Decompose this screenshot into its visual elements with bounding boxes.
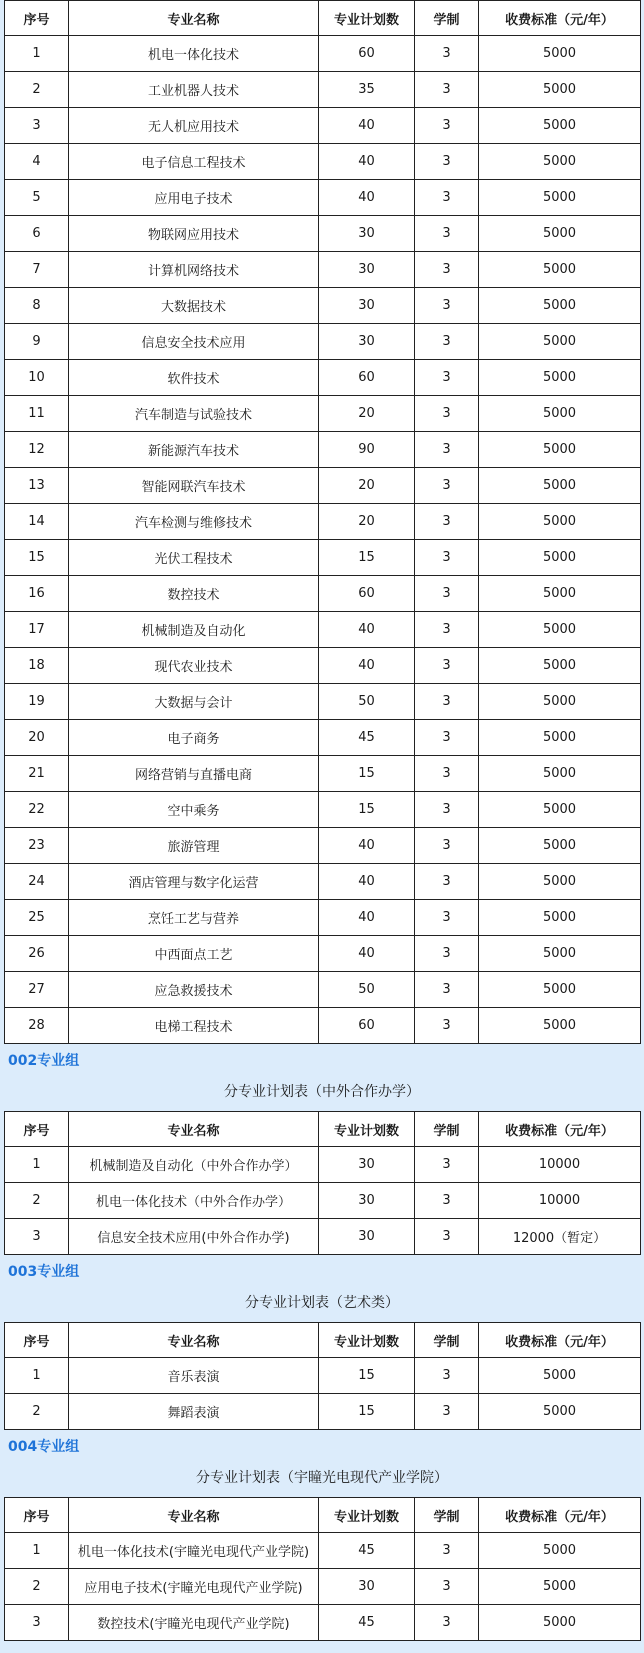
table-row (5, 1147, 641, 1183)
cell-duration: 3 (415, 396, 479, 432)
cell-tuition: 5000 (479, 900, 641, 936)
plan-table-1 (4, 0, 641, 1044)
cell-plan-count: 15 (319, 756, 415, 792)
cell-tuition: 5000 (479, 144, 641, 180)
cell-major-name: 信息安全技术应用(中外合作办学) (69, 1219, 319, 1255)
cell-tuition: 5000 (479, 1569, 641, 1605)
cell-duration: 3 (415, 1569, 479, 1605)
cell-plan-count: 30 (319, 324, 415, 360)
cell-index: 18 (5, 648, 69, 684)
cell-index: 6 (5, 216, 69, 252)
cell-plan-count: 40 (319, 864, 415, 900)
cell-duration: 3 (415, 1008, 479, 1044)
cell-major-name: 机械制造及自动化（中外合作办学） (69, 1147, 319, 1183)
cell-tuition: 5000 (479, 108, 641, 144)
cell-plan-count: 40 (319, 108, 415, 144)
cell-index: 3 (5, 108, 69, 144)
cell-plan-count: 60 (319, 36, 415, 72)
cell-plan-count: 30 (319, 1147, 415, 1183)
cell-duration: 3 (415, 1358, 479, 1394)
header-index: 序号 (5, 1323, 69, 1358)
cell-major-name: 汽车检测与维修技术 (69, 504, 319, 540)
cell-major-name: 软件技术 (69, 360, 319, 396)
cell-tuition: 5000 (479, 1605, 641, 1641)
cell-plan-count: 40 (319, 936, 415, 972)
cell-major-name: 机电一体化技术(宇瞳光电现代产业学院) (69, 1533, 319, 1569)
group-title-003: 分专业计划表（艺术类） (245, 1295, 399, 1311)
cell-index: 1 (5, 1533, 69, 1569)
cell-tuition: 5000 (479, 216, 641, 252)
cell-tuition: 5000 (479, 792, 641, 828)
cell-major-name: 工业机器人技术 (69, 72, 319, 108)
cell-index: 2 (5, 1183, 69, 1219)
cell-index: 9 (5, 324, 69, 360)
cell-tuition: 10000 (479, 1183, 641, 1219)
table-row (5, 756, 641, 792)
cell-tuition: 12000（暂定） (479, 1219, 641, 1255)
cell-plan-count: 30 (319, 1569, 415, 1605)
table-row (5, 576, 641, 612)
table-row (5, 1394, 641, 1430)
cell-duration: 3 (415, 864, 479, 900)
cell-duration: 3 (415, 900, 479, 936)
cell-major-name: 机械制造及自动化 (69, 612, 319, 648)
table-row (5, 1219, 641, 1255)
cell-duration: 3 (415, 432, 479, 468)
header-plan-count: 专业计划数 (319, 1498, 415, 1533)
cell-major-name: 光伏工程技术 (69, 540, 319, 576)
cell-index: 11 (5, 396, 69, 432)
cell-index: 17 (5, 612, 69, 648)
cell-index: 2 (5, 72, 69, 108)
cell-tuition: 5000 (479, 432, 641, 468)
cell-plan-count: 15 (319, 1394, 415, 1430)
cell-tuition: 5000 (479, 828, 641, 864)
cell-duration: 3 (415, 720, 479, 756)
cell-plan-count: 20 (319, 468, 415, 504)
cell-plan-count: 40 (319, 900, 415, 936)
cell-duration: 3 (415, 576, 479, 612)
header-major-name: 专业名称 (69, 1498, 319, 1533)
cell-major-name: 电子商务 (69, 720, 319, 756)
cell-tuition: 5000 (479, 720, 641, 756)
header-duration: 学制 (415, 1112, 479, 1147)
group-title-004: 分专业计划表（宇瞳光电现代产业学院） (196, 1470, 448, 1486)
cell-plan-count: 20 (319, 396, 415, 432)
header-duration: 学制 (415, 1498, 479, 1533)
table-row (5, 972, 641, 1008)
cell-major-name: 新能源汽车技术 (69, 432, 319, 468)
group-title-002: 分专业计划表（中外合作办学） (224, 1084, 420, 1100)
table-row (5, 720, 641, 756)
cell-major-name: 应用电子技术 (69, 180, 319, 216)
cell-tuition: 5000 (479, 648, 641, 684)
cell-plan-count: 60 (319, 576, 415, 612)
cell-duration: 3 (415, 612, 479, 648)
cell-tuition: 5000 (479, 324, 641, 360)
cell-duration: 3 (415, 1533, 479, 1569)
header-duration: 学制 (415, 1323, 479, 1358)
header-duration: 学制 (415, 1, 479, 36)
cell-index: 25 (5, 900, 69, 936)
cell-tuition: 5000 (479, 972, 641, 1008)
table-row (5, 612, 641, 648)
header-index: 序号 (5, 1112, 69, 1147)
cell-duration: 3 (415, 36, 479, 72)
cell-index: 2 (5, 1569, 69, 1605)
table-body (5, 36, 641, 1044)
cell-duration: 3 (415, 360, 479, 396)
table-row (5, 180, 641, 216)
cell-plan-count: 30 (319, 252, 415, 288)
group-label-004: 004专业组 (8, 1439, 80, 1455)
cell-index: 1 (5, 1358, 69, 1394)
cell-index: 3 (5, 1219, 69, 1255)
cell-plan-count: 20 (319, 504, 415, 540)
cell-major-name: 音乐表演 (69, 1358, 319, 1394)
cell-index: 19 (5, 684, 69, 720)
cell-plan-count: 40 (319, 144, 415, 180)
table-row (5, 1183, 641, 1219)
table-row (5, 108, 641, 144)
cell-duration: 3 (415, 72, 479, 108)
cell-plan-count: 40 (319, 828, 415, 864)
cell-major-name: 大数据与会计 (69, 684, 319, 720)
table-header-row (5, 1112, 641, 1147)
cell-duration: 3 (415, 144, 479, 180)
cell-tuition: 5000 (479, 936, 641, 972)
cell-plan-count: 40 (319, 648, 415, 684)
cell-plan-count: 60 (319, 1008, 415, 1044)
cell-index: 27 (5, 972, 69, 1008)
table-row (5, 1358, 641, 1394)
table-row (5, 504, 641, 540)
cell-index: 26 (5, 936, 69, 972)
cell-duration: 3 (415, 180, 479, 216)
cell-tuition: 5000 (479, 1008, 641, 1044)
header-plan-count: 专业计划数 (319, 1, 415, 36)
table-row (5, 324, 641, 360)
table-row (5, 1533, 641, 1569)
table-row (5, 648, 641, 684)
header-tuition: 收费标准（元/年） (479, 1, 641, 36)
cell-major-name: 空中乘务 (69, 792, 319, 828)
cell-tuition: 5000 (479, 684, 641, 720)
cell-plan-count: 30 (319, 1219, 415, 1255)
table-row (5, 216, 641, 252)
cell-major-name: 应用电子技术(宇瞳光电现代产业学院) (69, 1569, 319, 1605)
table-row (5, 936, 641, 972)
cell-plan-count: 60 (319, 360, 415, 396)
cell-index: 12 (5, 432, 69, 468)
plan-table-002 (4, 1111, 641, 1255)
cell-major-name: 酒店管理与数字化运营 (69, 864, 319, 900)
cell-duration: 3 (415, 1605, 479, 1641)
cell-duration: 3 (415, 252, 479, 288)
table-row (5, 792, 641, 828)
table-row (5, 540, 641, 576)
cell-index: 23 (5, 828, 69, 864)
cell-major-name: 机电一体化技术 (69, 36, 319, 72)
cell-duration: 3 (415, 648, 479, 684)
cell-duration: 3 (415, 324, 479, 360)
cell-major-name: 数控技术 (69, 576, 319, 612)
header-plan-count: 专业计划数 (319, 1323, 415, 1358)
cell-tuition: 5000 (479, 72, 641, 108)
cell-tuition: 5000 (479, 288, 641, 324)
table-row (5, 900, 641, 936)
cell-tuition: 5000 (479, 864, 641, 900)
cell-index: 1 (5, 36, 69, 72)
cell-plan-count: 40 (319, 612, 415, 648)
cell-index: 21 (5, 756, 69, 792)
cell-index: 8 (5, 288, 69, 324)
table-row (5, 468, 641, 504)
table-row (5, 828, 641, 864)
cell-tuition: 5000 (479, 180, 641, 216)
cell-plan-count: 30 (319, 216, 415, 252)
table-row (5, 252, 641, 288)
table-row (5, 144, 641, 180)
cell-duration: 3 (415, 540, 479, 576)
header-plan-count: 专业计划数 (319, 1112, 415, 1147)
header-tuition: 收费标准（元/年） (479, 1498, 641, 1533)
cell-plan-count: 35 (319, 72, 415, 108)
cell-index: 3 (5, 1605, 69, 1641)
table-row (5, 684, 641, 720)
table-header-row (5, 1, 641, 36)
cell-index: 10 (5, 360, 69, 396)
table-row (5, 36, 641, 72)
cell-major-name: 应急救援技术 (69, 972, 319, 1008)
cell-plan-count: 40 (319, 180, 415, 216)
cell-plan-count: 50 (319, 684, 415, 720)
table-row (5, 396, 641, 432)
cell-tuition: 5000 (479, 36, 641, 72)
cell-major-name: 汽车制造与试验技术 (69, 396, 319, 432)
cell-duration: 3 (415, 1183, 479, 1219)
table-row (5, 1569, 641, 1605)
cell-index: 20 (5, 720, 69, 756)
cell-major-name: 网络营销与直播电商 (69, 756, 319, 792)
cell-plan-count: 45 (319, 1605, 415, 1641)
header-tuition: 收费标准（元/年） (479, 1323, 641, 1358)
cell-major-name: 物联网应用技术 (69, 216, 319, 252)
table-row (5, 288, 641, 324)
table-row (5, 360, 641, 396)
plan-table-003 (4, 1322, 641, 1430)
cell-tuition: 5000 (479, 540, 641, 576)
cell-tuition: 5000 (479, 576, 641, 612)
cell-major-name: 电子信息工程技术 (69, 144, 319, 180)
cell-index: 5 (5, 180, 69, 216)
cell-tuition: 5000 (479, 252, 641, 288)
cell-index: 4 (5, 144, 69, 180)
cell-index: 28 (5, 1008, 69, 1044)
cell-index: 13 (5, 468, 69, 504)
cell-index: 14 (5, 504, 69, 540)
cell-tuition: 5000 (479, 1394, 641, 1430)
plan-table-004 (4, 1497, 641, 1641)
cell-duration: 3 (415, 1219, 479, 1255)
cell-tuition: 5000 (479, 396, 641, 432)
header-tuition: 收费标准（元/年） (479, 1112, 641, 1147)
header-major-name: 专业名称 (69, 1112, 319, 1147)
cell-major-name: 机电一体化技术（中外合作办学） (69, 1183, 319, 1219)
cell-duration: 3 (415, 1394, 479, 1430)
cell-index: 24 (5, 864, 69, 900)
cell-index: 16 (5, 576, 69, 612)
table-row (5, 432, 641, 468)
cell-index: 7 (5, 252, 69, 288)
cell-major-name: 智能网联汽车技术 (69, 468, 319, 504)
cell-duration: 3 (415, 936, 479, 972)
group-label-002: 002专业组 (8, 1053, 80, 1069)
cell-major-name: 计算机网络技术 (69, 252, 319, 288)
cell-duration: 3 (415, 792, 479, 828)
header-index: 序号 (5, 1498, 69, 1533)
cell-duration: 3 (415, 684, 479, 720)
cell-major-name: 信息安全技术应用 (69, 324, 319, 360)
cell-plan-count: 45 (319, 1533, 415, 1569)
cell-plan-count: 50 (319, 972, 415, 1008)
cell-major-name: 中西面点工艺 (69, 936, 319, 972)
cell-major-name: 烹饪工艺与营养 (69, 900, 319, 936)
table-row (5, 72, 641, 108)
header-major-name: 专业名称 (69, 1, 319, 36)
header-index: 序号 (5, 1, 69, 36)
cell-plan-count: 45 (319, 720, 415, 756)
cell-duration: 3 (415, 468, 479, 504)
cell-major-name: 数控技术(宇瞳光电现代产业学院) (69, 1605, 319, 1641)
table-row (5, 1605, 641, 1641)
cell-index: 2 (5, 1394, 69, 1430)
table-body (5, 1358, 641, 1430)
cell-tuition: 10000 (479, 1147, 641, 1183)
cell-duration: 3 (415, 504, 479, 540)
table-body (5, 1147, 641, 1255)
header-major-name: 专业名称 (69, 1323, 319, 1358)
cell-tuition: 5000 (479, 1533, 641, 1569)
cell-duration: 3 (415, 288, 479, 324)
cell-plan-count: 90 (319, 432, 415, 468)
cell-tuition: 5000 (479, 1358, 641, 1394)
cell-major-name: 舞蹈表演 (69, 1394, 319, 1430)
cell-tuition: 5000 (479, 504, 641, 540)
cell-duration: 3 (415, 108, 479, 144)
cell-index: 22 (5, 792, 69, 828)
cell-plan-count: 15 (319, 1358, 415, 1394)
cell-tuition: 5000 (479, 612, 641, 648)
cell-major-name: 现代农业技术 (69, 648, 319, 684)
cell-plan-count: 15 (319, 540, 415, 576)
table-row (5, 1008, 641, 1044)
group-label-003: 003专业组 (8, 1264, 80, 1280)
cell-major-name: 旅游管理 (69, 828, 319, 864)
cell-index: 15 (5, 540, 69, 576)
table-header-row (5, 1498, 641, 1533)
cell-tuition: 5000 (479, 756, 641, 792)
table-body (5, 1533, 641, 1641)
cell-duration: 3 (415, 972, 479, 1008)
cell-index: 1 (5, 1147, 69, 1183)
cell-plan-count: 15 (319, 792, 415, 828)
cell-major-name: 大数据技术 (69, 288, 319, 324)
cell-plan-count: 30 (319, 1183, 415, 1219)
cell-tuition: 5000 (479, 468, 641, 504)
cell-tuition: 5000 (479, 360, 641, 396)
cell-major-name: 电梯工程技术 (69, 1008, 319, 1044)
cell-duration: 3 (415, 756, 479, 792)
table-header-row (5, 1323, 641, 1358)
cell-duration: 3 (415, 216, 479, 252)
table-row (5, 864, 641, 900)
cell-major-name: 无人机应用技术 (69, 108, 319, 144)
cell-plan-count: 30 (319, 288, 415, 324)
cell-duration: 3 (415, 1147, 479, 1183)
cell-duration: 3 (415, 828, 479, 864)
